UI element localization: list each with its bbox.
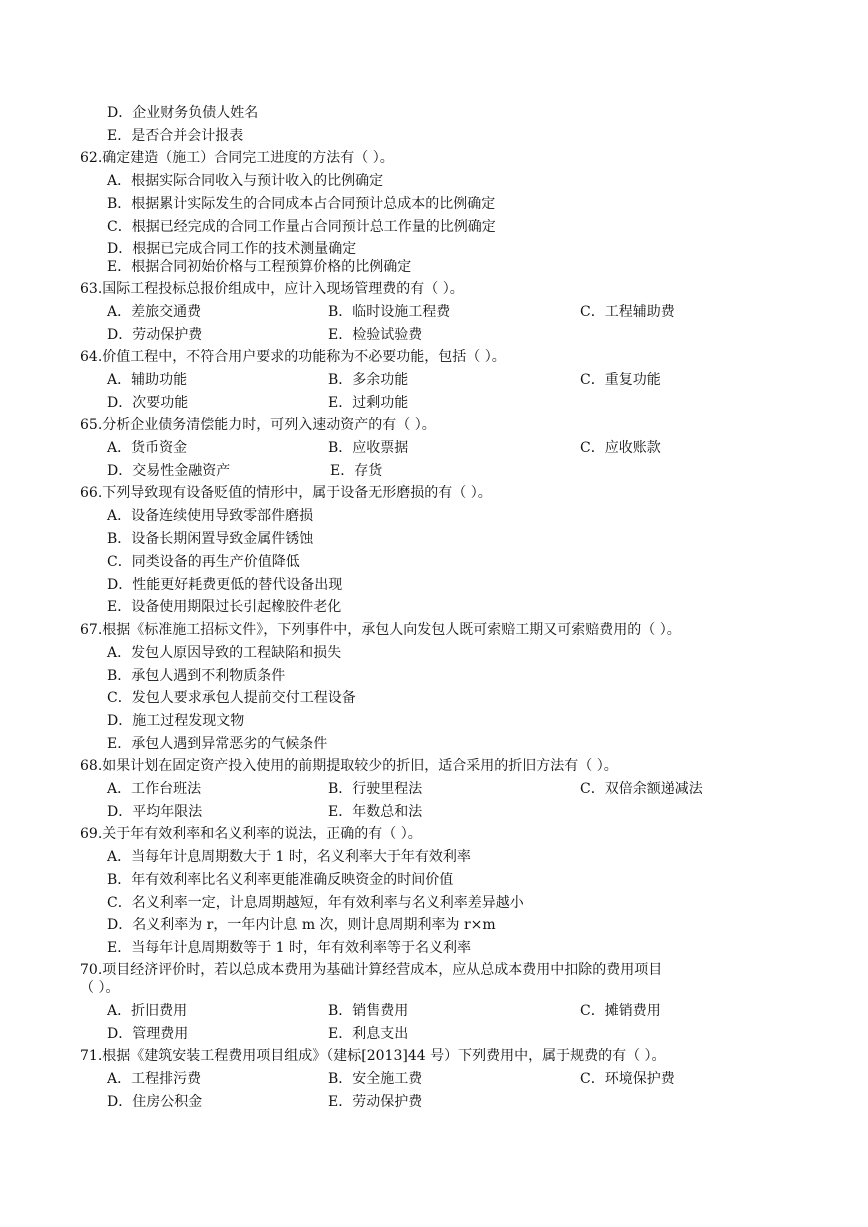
option-text: A．折旧费用 [107,1003,188,1019]
option-text: E．是否合并会计报表 [107,128,244,144]
option-text: D．管理费用 [107,1026,189,1042]
option-text: C．环境保护费 [580,1071,675,1087]
option-text: B．销售费用 [328,1003,409,1019]
question-stem: 69.关于年有效利率和名义利率的说法，正确的有（ ）。 [80,826,422,842]
option-text: C．双倍余额递减法 [580,781,703,797]
option-text: B．临时设施工程费 [328,304,451,320]
option-text: D．平均年限法 [107,804,203,820]
option-text: B．根据累计实际发生的合同成本占合同预计总成本的比例确定 [107,196,496,212]
question-stem: 65.分析企业债务清偿能力时，可列入速动资产的有（ ）。 [80,417,436,433]
question-stem-continuation: （ ）。 [80,980,120,996]
option-text: D．次要功能 [107,395,189,411]
option-text: C．工程辅助费 [580,304,675,320]
question-stem: 70.项目经济评价时，若以总成本费用为基础计算经营成本，应从总成本费用中扣除的费用项目 [80,962,663,978]
option-text: D．施工过程发现文物 [107,713,245,729]
option-text: E．当每年计息周期数等于 1 时，年有效利率等于名义利率 [107,940,472,956]
option-text: A．货币资金 [107,440,188,456]
option-text: E．劳动保护费 [328,1094,423,1110]
option-text: B．安全施工费 [328,1071,423,1087]
option-text: E．存货 [330,463,383,479]
option-text: C．摊销费用 [580,1003,661,1019]
option-text: B．设备长期闲置导致金属件锈蚀 [107,531,314,547]
option-text: C．发包人要求承包人提前交付工程设备 [107,690,356,706]
option-text: E．承包人遇到异常恶劣的气候条件 [107,736,328,752]
option-text: E．年数总和法 [328,804,423,820]
option-text: A．根据实际合同收入与预计收入的比例确定 [107,173,384,189]
option-text: A．当每年计息周期数大于 1 时，名义利率大于年有效利率 [107,849,471,865]
option-text: B．多余功能 [328,372,409,388]
question-stem: 68.如果计划在固定资产投入使用的前期提取较少的折旧，适合采用的折旧方法有（ ）。 [80,758,618,774]
option-text: A．设备连续使用导致零部件磨损 [107,508,314,524]
question-stem: 71.根据《建筑安装工程费用项目组成》（建标[2013]44 号）下列费用中，属于规费的有（ ）。 [80,1048,666,1064]
question-stem: 62.确定建造（施工）合同完工进度的方法有（ ）。 [80,150,394,166]
option-text: C．根据已经完成的合同工作量占合同预计总工作量的比例确定 [107,219,496,235]
option-text: A．辅助功能 [107,372,188,388]
option-text: D．根据已完成合同工作的技术测量确定 [107,241,357,257]
option-text: B．年有效利率比名义利率更能准确反映资金的时间价值 [107,872,454,888]
option-text: B．应收票据 [328,440,409,456]
option-text: E．设备使用期限过长引起橡胶件老化 [107,599,342,615]
option-text: D．住房公积金 [107,1094,203,1110]
question-stem: 66.下列导致现有设备贬值的情形中，属于设备无形磨损的有（ ）。 [80,485,492,501]
question-stem: 67.根据《标准施工招标文件》，下列事件中，承包人向发包人既可索赔工期又可索赔费用的（ ）。 [80,622,681,638]
option-text: C．名义利率一定，计息周期越短，年有效利率与名义利率差异越小 [107,895,524,911]
question-stem: 64.价值工程中，不符合用户要求的功能称为不必要功能，包括（ ）。 [80,349,506,365]
option-text: D．交易性金融资产 [107,463,231,479]
option-text: E．检验试验费 [328,327,423,343]
option-text: C．同类设备的再生产价值降低 [107,554,300,570]
option-text: E．过剩功能 [328,395,409,411]
option-text: C．应收账款 [580,440,661,456]
option-text: B．行驶里程法 [328,781,423,797]
question-stem: 63.国际工程投标总报价组成中，应计入现场管理费的有（ ）。 [80,281,464,297]
option-text: C．重复功能 [580,372,661,388]
option-text: D．名义利率为 r，一年内计息 m 次，则计息周期利率为 r×m [107,917,496,933]
option-text: B．承包人遇到不利物质条件 [107,668,286,684]
option-text: D．劳动保护费 [107,327,203,343]
option-text: E．利息支出 [328,1026,409,1042]
option-text: A．工程排污费 [107,1071,202,1087]
option-text: A．发包人原因导致的工程缺陷和损失 [107,645,342,661]
option-text: A．工作台班法 [107,781,202,797]
option-text: A．差旅交通费 [107,304,202,320]
option-text: E．根据合同初始价格与工程预算价格的比例确定 [107,259,412,275]
option-text: D．企业财务负债人姓名 [107,105,259,121]
option-text: D．性能更好耗费更低的替代设备出现 [107,577,343,593]
